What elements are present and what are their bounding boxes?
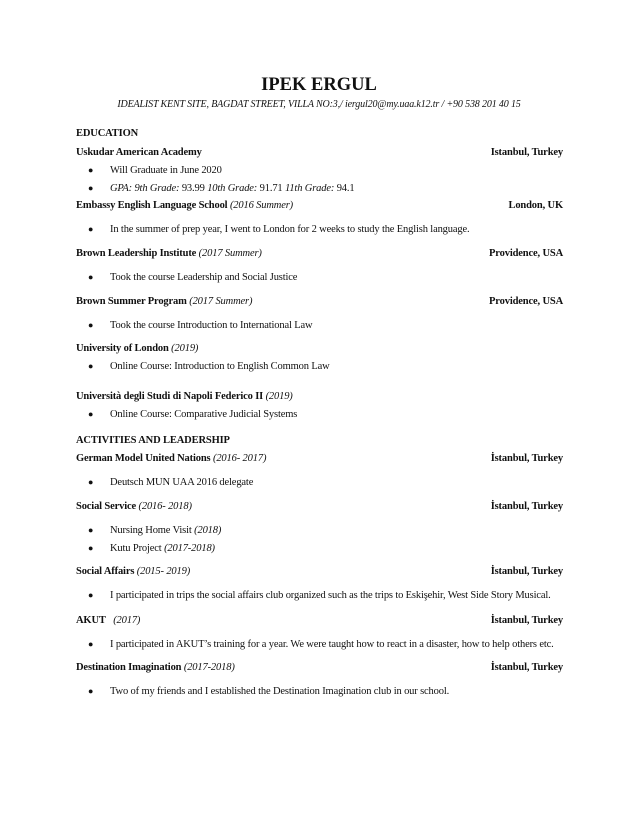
bullet-list: [76, 164, 563, 195]
list-item: [76, 223, 563, 237]
entry-org: Brown Summer Program: [76, 296, 187, 307]
section-title-activities: ACTIVITIES AND LEADERSHIP: [76, 434, 230, 446]
bullet-text: Took the course Introduction to International Law: [110, 320, 313, 331]
list-item: [76, 408, 563, 422]
bullet-icon: ●: [88, 525, 94, 535]
bullet-list: [76, 589, 563, 603]
bullet-date: (2018): [194, 525, 222, 536]
entry-date: (2016- 2017): [212, 452, 267, 464]
entry-date: (2015- 2019): [136, 566, 191, 577]
list-item: [76, 360, 563, 374]
entry-header: [76, 661, 563, 675]
entry-header: [76, 390, 563, 404]
entry-location: London, UK: [508, 200, 563, 211]
contact-line: IDEALIST KENT SITE, BAGDAT STREET, VILLA NO:3,/ iergul20@my.uaa.k12.tr / +90 538 201 40 15: [117, 99, 521, 110]
bullet-list: [76, 524, 563, 555]
bullet-text: Online Course: Introduction to English Common Law: [110, 360, 330, 372]
entry-header: [76, 500, 563, 514]
education-entry: [76, 295, 563, 333]
bullet-icon: ●: [88, 360, 94, 371]
bullet-list: [76, 271, 563, 285]
entry-org: Destination Imagination: [76, 662, 182, 673]
bullet-list: [76, 319, 563, 333]
gpa-11-label: 11th Grade:: [285, 182, 335, 194]
education-entry: [76, 390, 563, 422]
resume-body: [76, 127, 563, 699]
entry-location: Providence, USA: [489, 247, 563, 259]
entry-header: [76, 295, 563, 309]
entry-location: İstanbul, Turkey: [490, 614, 563, 626]
list-item: [76, 319, 563, 333]
bullet-text: Nursing Home Visit: [110, 525, 192, 536]
bullet-text: Kutu Project: [110, 542, 162, 554]
entry-location: Providence, USA: [489, 296, 563, 307]
entry-date: (2019): [265, 391, 293, 402]
entry-location: İstanbul, Turkey: [490, 452, 563, 464]
gpa-9-value: 93.99: [181, 182, 205, 194]
bullet-list: [76, 360, 563, 374]
bullet-icon: ●: [88, 224, 94, 234]
bullet-text: I participated in AKUT’s training for a year. We were taught how to react in a disaster, how to help others etc.: [110, 638, 554, 650]
entry-header: [76, 247, 563, 261]
entry-date: (2017): [113, 614, 141, 626]
entry-date: (2017 Summer): [189, 296, 253, 307]
entry-title: [76, 614, 140, 628]
entry-org: German Model United Nations: [76, 452, 211, 464]
bullet-text: In the summer of prep year, I went to London for 2 weeks to study the English language.: [110, 224, 470, 235]
gpa-10-label: 10th Grade:: [207, 182, 258, 194]
bullet-icon: ●: [88, 590, 94, 600]
entry-location: İstanbul, Turkey: [490, 501, 563, 512]
bullet-text: Deutsch MUN UAA 2016 delegate: [110, 476, 254, 488]
gpa-10-value: 91.71: [259, 182, 283, 194]
entry-org: Uskudar American Academy: [76, 147, 202, 158]
entry-org: Social Affairs: [76, 566, 135, 577]
bullet-text: Two of my friends and I established the Destination Imagination club in our school.: [110, 686, 450, 697]
bullet-icon: ●: [88, 409, 94, 419]
entry-header: [76, 146, 563, 160]
list-item: [76, 638, 563, 652]
entry-title: [76, 342, 198, 356]
entry-org: AKUT: [76, 614, 106, 626]
entry-title: [76, 661, 235, 675]
bullet-icon: ●: [88, 182, 94, 193]
activity-entry: [76, 500, 563, 555]
gpa-11-value: 94.1: [336, 182, 355, 194]
activity-entry: [76, 565, 563, 603]
entry-location: Istanbul, Turkey: [490, 147, 563, 158]
education-entry: [76, 146, 563, 195]
activity-entry: [76, 614, 563, 652]
entry-header: [76, 199, 563, 213]
entry-header: [76, 452, 563, 466]
entry-org: Università degli Studi di Napoli Federico II: [76, 391, 264, 402]
section-title-education: EDUCATION: [76, 128, 139, 139]
entry-date: (2016- 2018): [138, 501, 192, 512]
entry-title: [76, 500, 192, 514]
bullet-date: (2017-2018): [164, 542, 215, 554]
list-item: [76, 164, 563, 178]
entry-date: (2019): [171, 342, 199, 354]
bullet-icon: ●: [88, 320, 94, 330]
entry-org: Embassy English Language School: [76, 200, 228, 211]
bullet-icon: ●: [88, 271, 94, 282]
gpa-9-label: 9th Grade:: [134, 182, 180, 194]
bullet-text: Online Course: Comparative Judicial Systems: [110, 409, 298, 420]
entry-date: (2017 Summer): [198, 247, 262, 259]
entry-location: İstanbul, Turkey: [490, 566, 563, 577]
entry-date: (2017-2018): [183, 662, 235, 673]
bullet-text: I participated in trips the social affairs club organized such as the trips to Eskişehir, West Side Story Musical.: [110, 590, 551, 601]
bullet-icon: ●: [88, 686, 94, 696]
candidate-name: IPEK ERGUL: [261, 75, 377, 95]
bullet-icon: ●: [88, 165, 94, 175]
bullet-text: Will Graduate in June 2020: [110, 165, 222, 176]
education-entry: [76, 199, 563, 237]
entry-title: [76, 452, 266, 466]
bullet-list: [76, 476, 563, 490]
entry-header: [76, 565, 563, 579]
bullet-icon: ●: [88, 638, 94, 649]
bullet-list: [76, 223, 563, 237]
list-item: [76, 589, 563, 603]
entry-org: Brown Leadership Institute: [76, 247, 197, 259]
education-entry: [76, 342, 563, 374]
entry-org: University of London: [76, 342, 169, 354]
list-item: [76, 271, 563, 285]
education-entry: [76, 247, 563, 285]
entry-org: Social Service: [76, 501, 137, 512]
activity-entry: [76, 661, 563, 699]
entry-date: (2016 Summer): [229, 200, 294, 211]
bullet-text: Took the course Leadership and Social Justice: [110, 271, 298, 283]
list-item: [76, 542, 563, 556]
entry-title: [76, 295, 252, 309]
list-item: [76, 524, 563, 538]
entry-header: [76, 614, 563, 628]
entry-title: [76, 390, 293, 404]
bullet-icon: ●: [88, 542, 94, 553]
entry-title: [76, 199, 293, 213]
list-item: [76, 182, 563, 196]
bullet-list: [76, 408, 563, 422]
activity-entry: [76, 452, 563, 490]
bullet-list: [76, 685, 563, 699]
bullet-list: [76, 638, 563, 652]
list-item: [76, 685, 563, 699]
entry-header: [76, 342, 563, 356]
resume-header: [0, 74, 638, 112]
bullet-icon: ●: [88, 476, 94, 487]
gpa-label: GPA:: [110, 182, 132, 194]
entry-location: İstanbul, Turkey: [490, 662, 563, 673]
entry-title: [76, 247, 262, 261]
entry-title: [76, 565, 190, 579]
list-item: [76, 476, 563, 490]
